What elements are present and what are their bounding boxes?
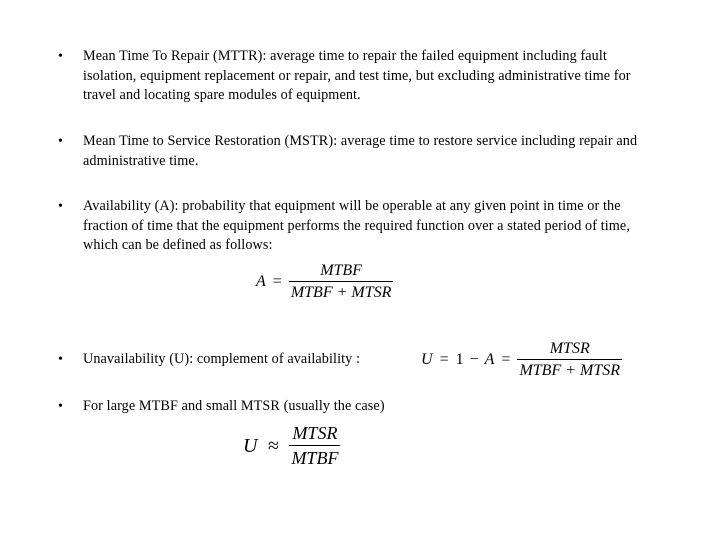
formula-one: 1: [455, 351, 464, 368]
formula-equals: =: [272, 273, 282, 290]
formula-minus: −: [469, 351, 479, 368]
formula-approx: ≈: [267, 434, 279, 457]
formula-fraction: [517, 340, 622, 380]
formula-equals: =: [439, 351, 449, 368]
bullet-text-availability: Availability (A): probability that equipment will be operable at any given point in time or the fraction of time that the equipment performs the required function over a stated period of time, which can be defined as follows:: [83, 198, 630, 253]
bullet-text-mstr: Mean Time to Service Restoration (MSTR): average time to restore service including repair and administrative time.: [83, 133, 638, 169]
formula-denominator: MTBF: [291, 448, 339, 468]
bullet-text-large-mtbf: For large MTBF and small MTSR (usually the case): [83, 398, 385, 414]
formula-equals-2: =: [501, 351, 511, 368]
availability-formula: [256, 262, 393, 302]
formula-lhs: A: [256, 273, 266, 290]
formula-fraction: [289, 423, 340, 469]
formula-denominator: MTBF + MTSR: [519, 362, 621, 379]
formula-denominator: MTBF + MTSR: [290, 284, 392, 301]
formula-numerator: MTBF: [320, 262, 362, 279]
formula-numerator: MTSR: [292, 423, 338, 443]
formula-fraction: [289, 262, 394, 302]
bullet-text-mttr: Mean Time To Repair (MTTR): average time to repair the failed equipment including fault isolation, equipment replacement or repair, and test time, but excluding administrative time for travel and locating spare modules of equipment.: [83, 48, 631, 103]
bullet-marker: •: [58, 199, 63, 214]
formula-lhs: U: [421, 351, 433, 368]
formula-numerator: MTSR: [549, 340, 590, 357]
formula-lhs: U: [243, 434, 258, 457]
bullet-marker: •: [58, 352, 63, 367]
bullet-text-unavailability: Unavailability (U): complement of availability :: [83, 351, 361, 367]
unavailability-formula: [421, 340, 622, 380]
bullet-marker: •: [58, 399, 63, 414]
bullet-marker: •: [58, 49, 63, 64]
approximation-formula: [243, 423, 340, 469]
bullet-marker: •: [58, 134, 63, 149]
formula-a: A: [484, 351, 495, 368]
